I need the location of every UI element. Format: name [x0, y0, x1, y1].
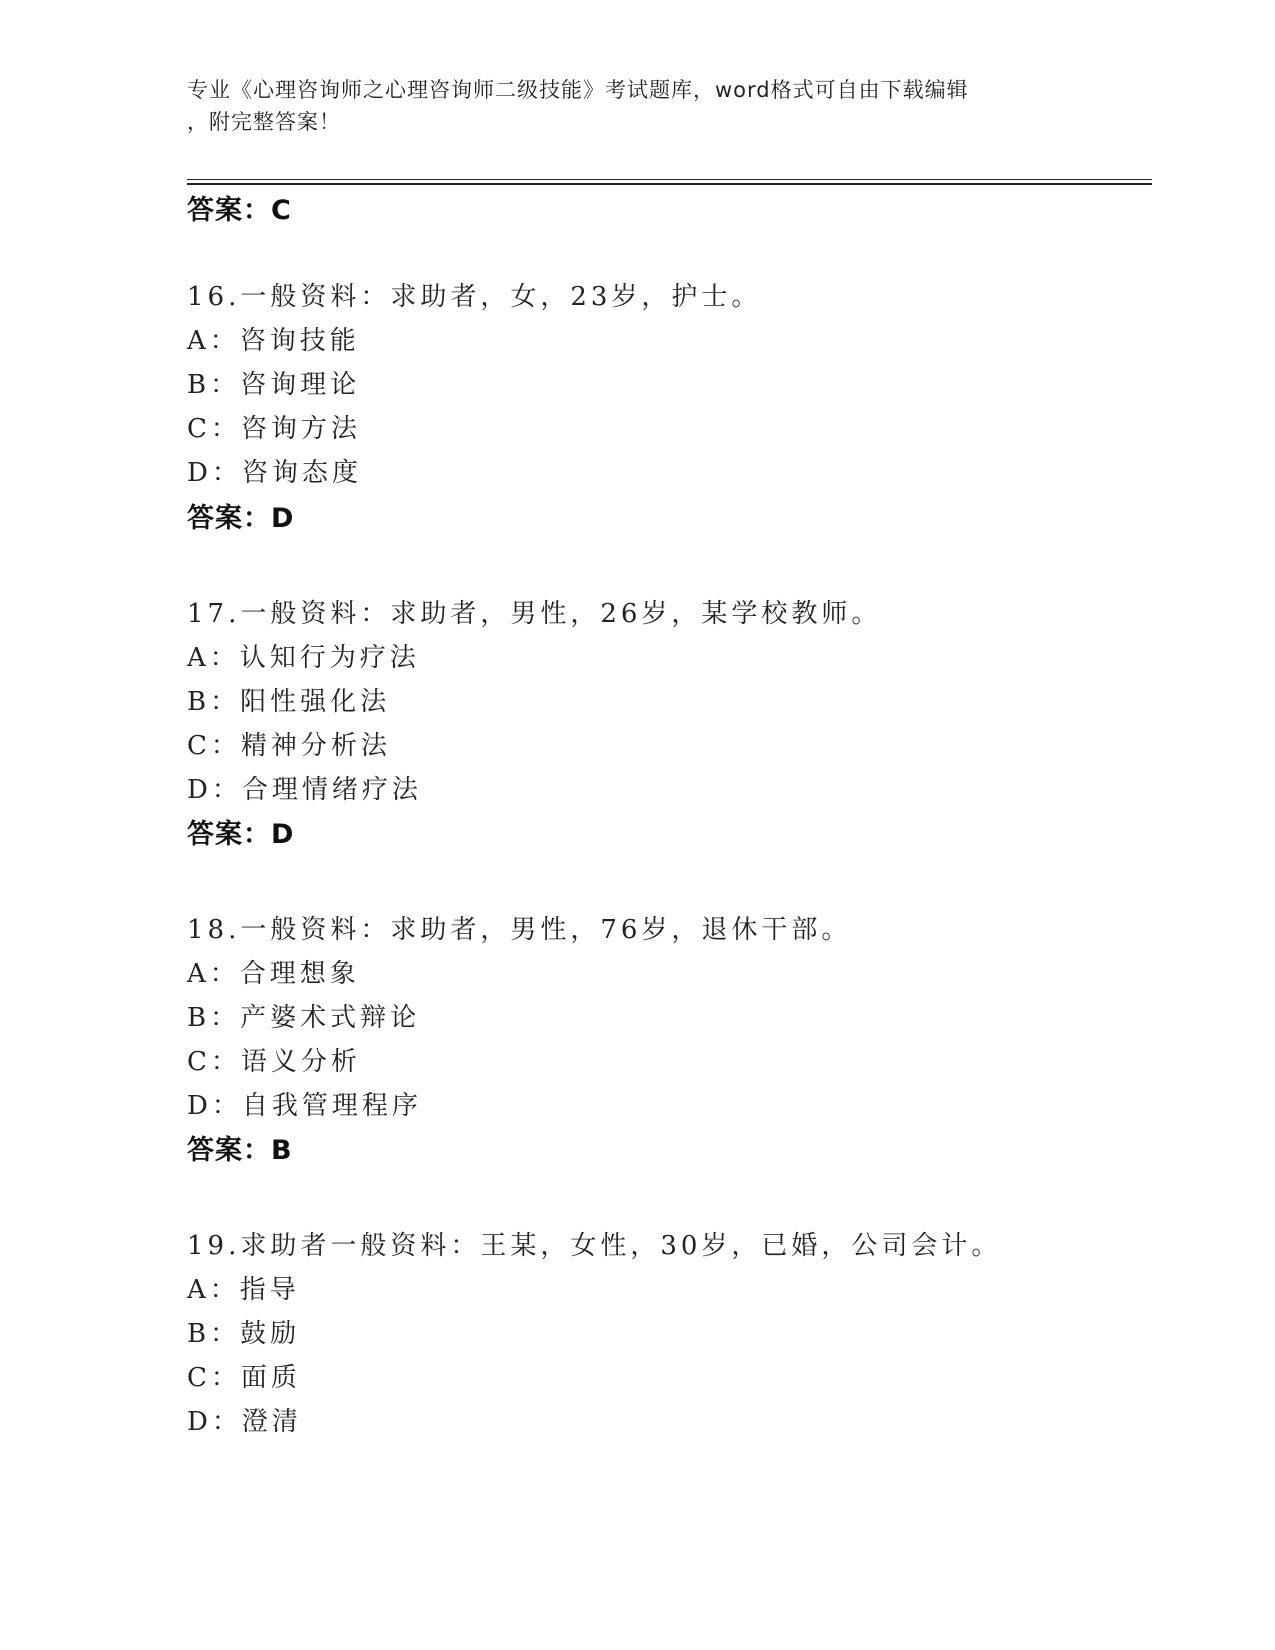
- question-16-stem: 16.一般资料：求助者，女，23岁，护士。: [187, 282, 762, 312]
- question-18-option-a: A：合理想象: [187, 959, 360, 989]
- question-17-option-d: D：合理情绪疗法: [187, 775, 422, 805]
- question-16-answer: 答案：D: [187, 503, 295, 534]
- question-19-option-d: D：澄清: [187, 1407, 302, 1437]
- document-header: [187, 74, 1067, 138]
- previous-answer: 答案：C: [187, 195, 292, 226]
- question-17-option-b: B：阳性强化法: [187, 687, 391, 717]
- header-divider-thin: [187, 179, 1152, 180]
- header-line-1: 专业《心理咨询师之心理咨询师二级技能》考试题库，word格式可自由下载编辑: [187, 78, 969, 102]
- question-19-option-a: A：指导: [187, 1275, 300, 1305]
- question-19-option-c: C：面质: [187, 1363, 301, 1393]
- question-16-option-d: D：咨询态度: [187, 458, 362, 488]
- question-17-option-c: C：精神分析法: [187, 731, 391, 761]
- question-17-stem: 17.一般资料：求助者，男性，26岁，某学校教师。: [187, 599, 882, 629]
- question-17-option-a: A：认知行为疗法: [187, 643, 420, 673]
- question-18-option-d: D：自我管理程序: [187, 1091, 422, 1121]
- question-19-option-b: B：鼓励: [187, 1319, 301, 1349]
- question-18-option-c: C：语义分析: [187, 1047, 361, 1077]
- question-18-stem: 18.一般资料：求助者，男性，76岁，退休干部。: [187, 915, 852, 945]
- header-line-2: ，附完整答案！: [187, 110, 341, 134]
- question-17-answer: 答案：D: [187, 819, 295, 850]
- question-16-option-c: C：咨询方法: [187, 414, 361, 444]
- question-18-option-b: B：产婆术式辩论: [187, 1003, 421, 1033]
- question-18-answer: 答案：B: [187, 1135, 293, 1166]
- question-16-option-a: A：咨询技能: [187, 326, 360, 356]
- header-divider-thick: [187, 183, 1152, 185]
- question-16-option-b: B：咨询理论: [187, 370, 361, 400]
- question-19-stem: 19.求助者一般资料：王某，女性，30岁，已婚，公司会计。: [187, 1231, 1002, 1261]
